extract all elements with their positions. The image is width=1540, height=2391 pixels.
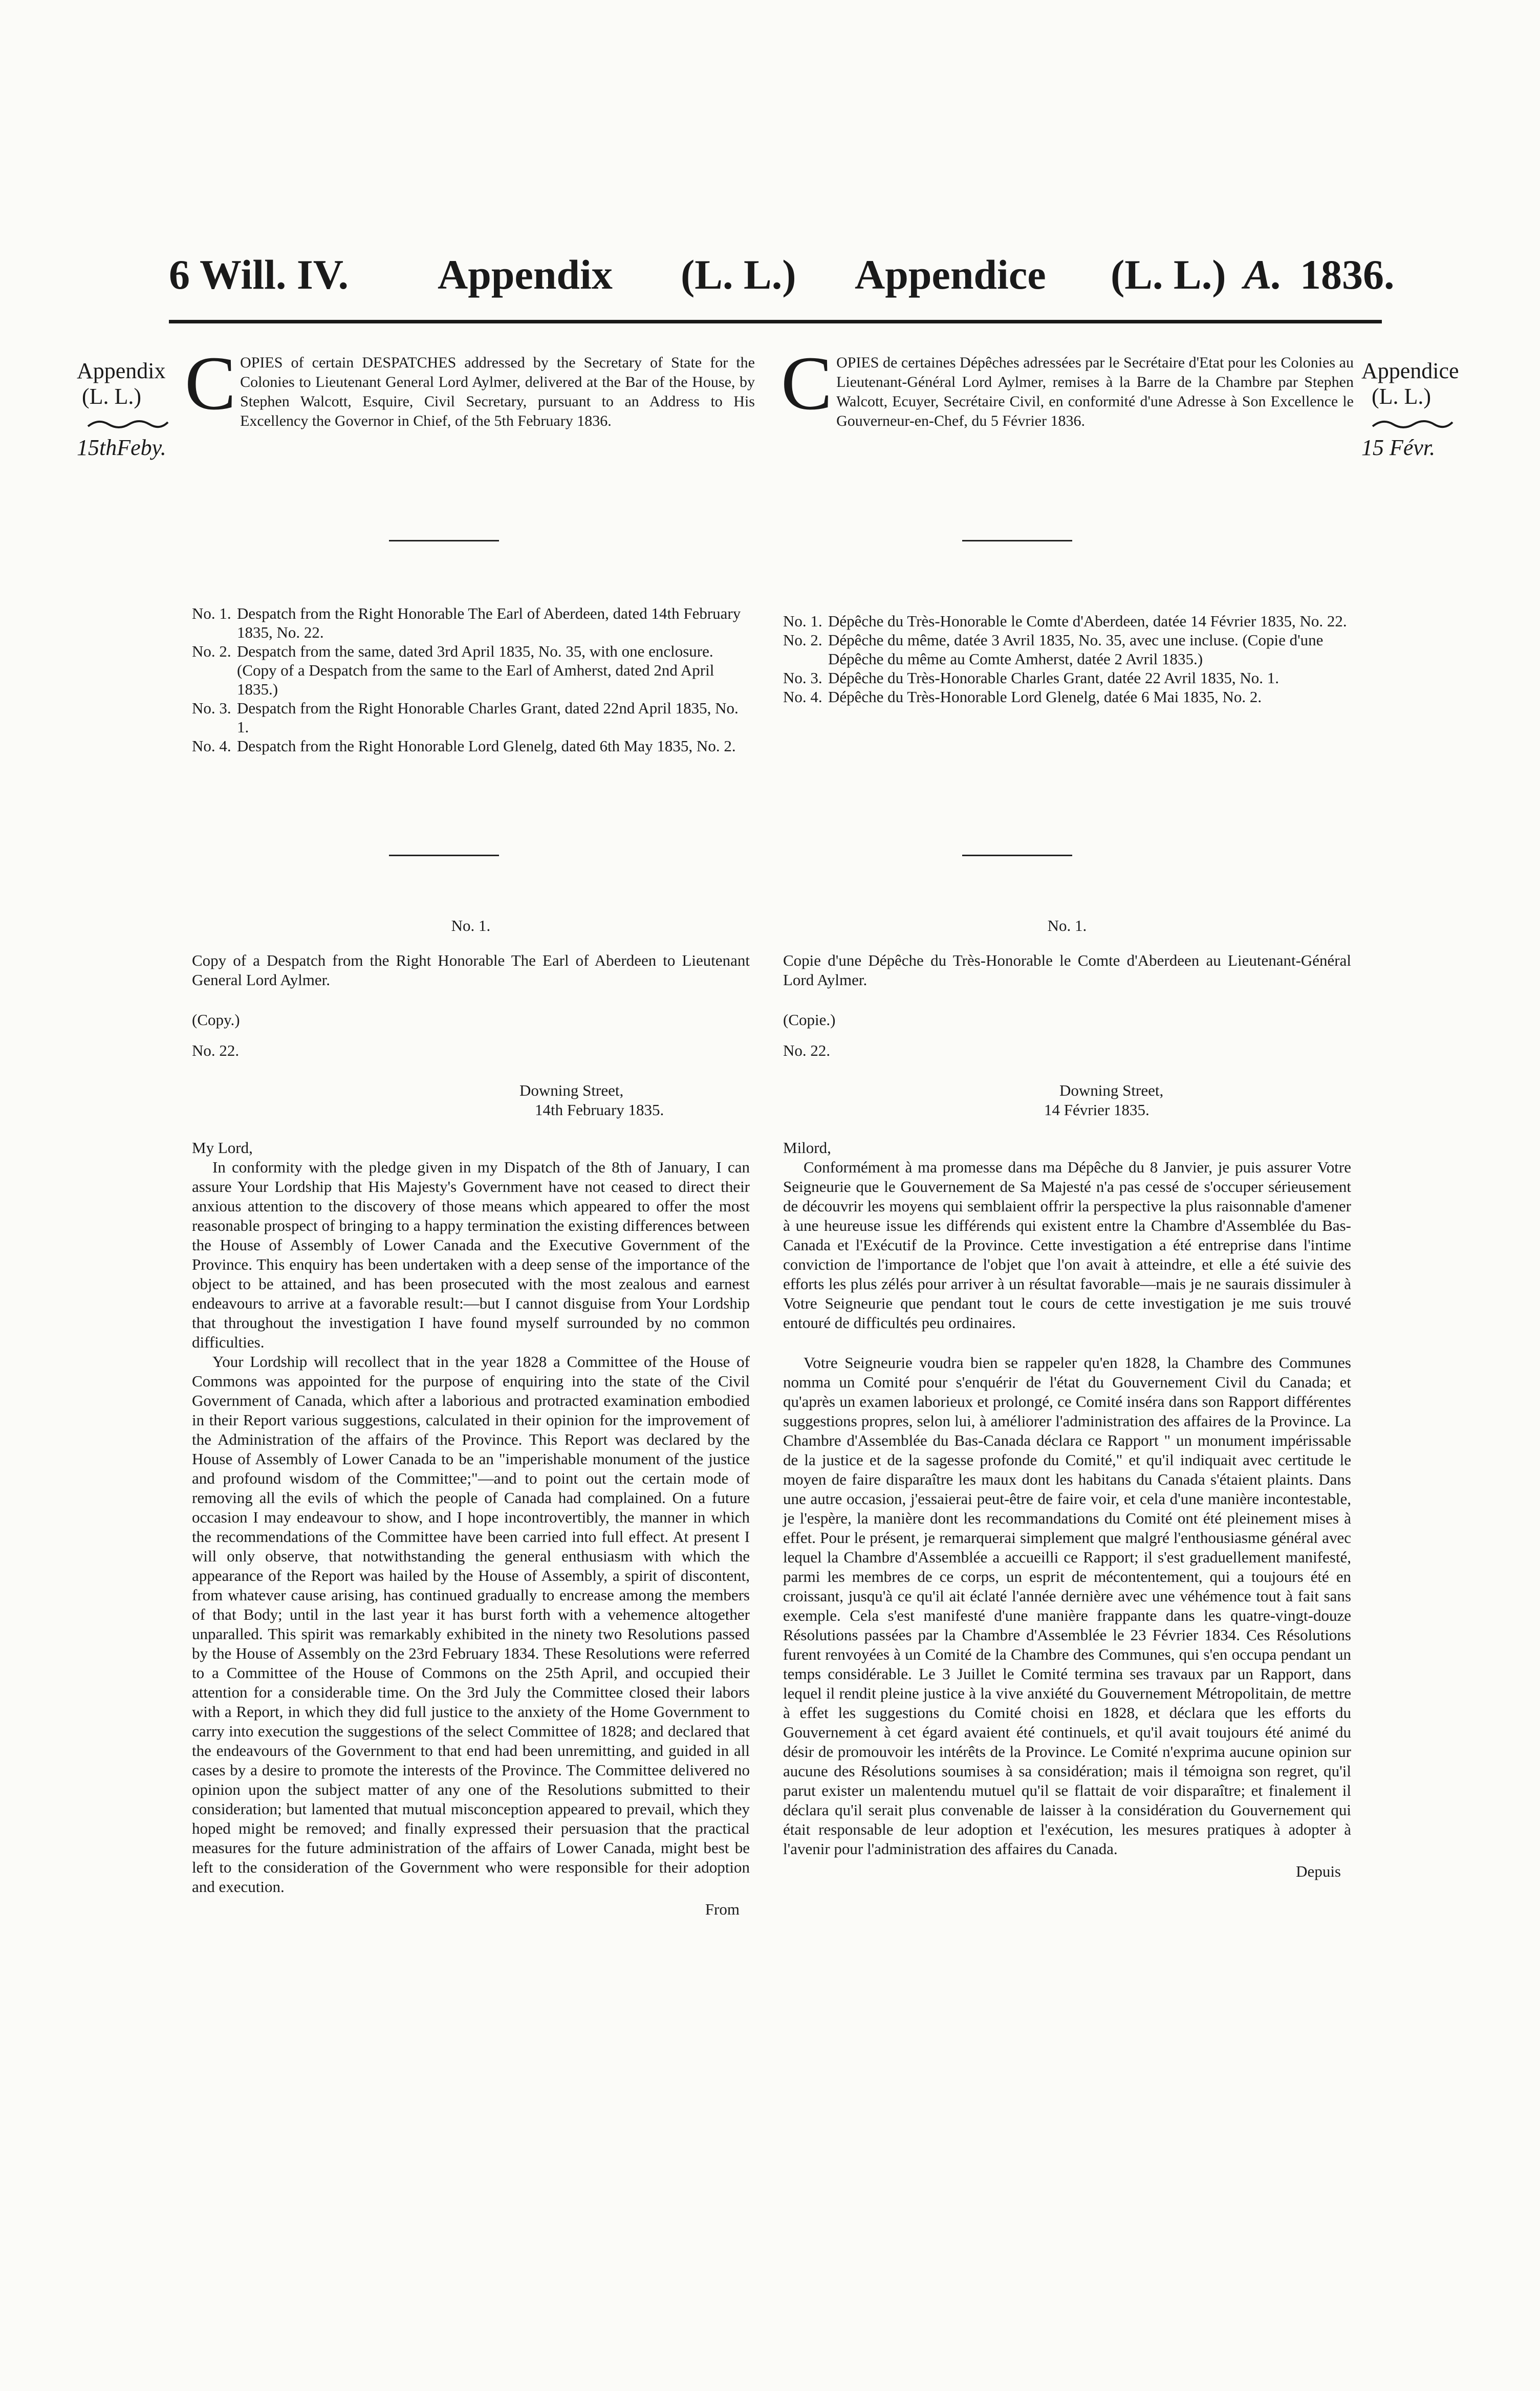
catchword: Depuis xyxy=(1296,1862,1341,1880)
list-item-text: Dépêche du Très-Honorable Lord Glenelg, datée 6 Mai 1835, No. 2. xyxy=(828,688,1262,706)
wavy-divider-icon xyxy=(87,418,169,429)
appendice-fr-label: Appendice xyxy=(855,251,1046,298)
despatch-date: 14 Février 1835. xyxy=(1044,1101,1149,1119)
margin-label: Appendice xyxy=(1361,358,1459,383)
body-paragraph: Your Lordship will recollect that in the year 1828 a Committee of the House of Commons was appointed for the purpose of enquiring into the state of the Civil Government of Canada, which after a laborious and protracted examination embodied in their Report various suggestions, calculated in their opinion for the improvement of the Administration of the affairs of the Province. This Report was declared by the House of Assembly of Lower Canada to be an "imperishable monument of the justice and profound wisdom of the Committee;"—and to point out the certain mode of removing all the evils of which the people of Canada had complained. On a future occasion I may endeavour to show, and I hope incontrovertibly, the manner in which the recommendations of the Committee have been carried into full effect. At present I will only observe, that notwithstanding the general enthusiasm with which the appearance of the Report was hailed by the House of Assembly, a spirit of discontent, from whatever cause arising, has continued gradually to encrease among the members of that Body; until in the last year it has burst forth with a vehemence altogether unparalled. This spirit was remarkably exhibited in the ninety two Resolutions passed by the House of Assembly on the 23rd February 1834. These Resolutions were referred to a Committee of the House of Commons on the 25th April, and occupied their attention for a considerable time. On the 3rd July the Committee closed their labors with a Report, in which they did full justice to the anxiety of the Home Government to carry into execution the suggestions of the select Committee of 1828; and declared that the endeavours of the Government to that end had been unremitting, and guided in all cases by a desire to promote the interests of the Province. The Committee delivered no opinion upon the subject matter of any one of the Resolutions submitted to their consideration; but lamented that mutual misconception appeared to prevail, which they hoped might be removed; and finally expressed their persuasion that the practical measures for the future administration of the affairs of Lower Canada, might best be left to the consideration of the Government who were responsible for their adoption and execution. xyxy=(192,1353,750,1896)
margin-code: (L. L.) xyxy=(82,384,142,409)
running-header xyxy=(169,251,1395,307)
list-item-number: No. 2. xyxy=(192,642,231,660)
list-item-text: Dépêche du Très-Honorable le Comte d'Aberdeen, datée 14 Février 1835, No. 22. xyxy=(828,612,1347,630)
list-item-text: Despatch from the Right Honorable The Earl of Aberdeen, dated 14th February 1835, No. 22. xyxy=(237,604,741,641)
list-item-text: Despatch from the Right Honorable Charles Grant, dated 22nd April 1835, No. 1. xyxy=(237,699,739,736)
copy-label: (Copie.) xyxy=(783,1011,836,1029)
drop-cap: C xyxy=(185,341,236,426)
despatch-title: Copy of a Despatch from the Right Honorable The Earl of Aberdeen to Lieutenant General Lord Aylmer. xyxy=(192,951,750,989)
appendix-en-label: Appendix xyxy=(438,251,613,298)
a-mark: A. xyxy=(1244,251,1283,298)
margin-code: (L. L.) xyxy=(1372,384,1431,409)
despatch-place: Downing Street, xyxy=(1059,1081,1164,1099)
appendice-fr-code: (L. L.) xyxy=(1111,251,1226,298)
list-item-number: No. 3. xyxy=(192,699,231,717)
list-item-text: Dépêche du Très-Honorable Charles Grant, datée 22 Avril 1835, No. 1. xyxy=(828,669,1279,687)
margin-note-right xyxy=(1361,358,1489,461)
salutation: Milord, xyxy=(783,1139,831,1157)
margin-date: 15thFeby. xyxy=(77,435,166,460)
list-item xyxy=(783,612,1351,631)
list-item xyxy=(783,631,1351,668)
despatch-date: 14th February 1835. xyxy=(535,1101,664,1119)
list-item-text: Despatch from the same, dated 3rd April 1835, No. 35, with one enclosure. (Copy of a Despatch from the same to the Earl of Amherst, dated 2nd April 1835.) xyxy=(237,642,714,698)
section-rule xyxy=(389,855,499,856)
drop-cap: C xyxy=(781,341,833,426)
list-item xyxy=(192,604,750,642)
despatch-number: No. 1. xyxy=(1047,917,1087,934)
section-rule xyxy=(389,540,499,541)
body-paragraph: Conformément à ma promesse dans ma Dépêche du 8 Janvier, je puis assurer Votre Seigneurie que le Gouvernement de Sa Majesté n'a pas cessé de s'occuper sérieusement de découvrir les moyens qui semblaient offrir la perspective la plus raisonnable d'amener à une heureuse issue les différends qui existent entre la Chambre d'Assemblée du Bas-Canada et l'Exécutif de la Province. Cette investigation a été entreprise dans l'intime conviction de l'importance de l'objet que l'on avait à atteindre, et elle a été suivie des efforts les plus zélés pour arriver à un résultat favorable—mais je ne saurais dissimuler à Votre Seigneurie que pendant tout le cours de cette investigation je me suis trouvé entouré de difficultés peu ordinaires. xyxy=(783,1158,1351,1332)
despatch-fr xyxy=(783,916,1351,1881)
list-item xyxy=(783,687,1351,706)
list-item-text: Dépêche du même, datée 3 Avril 1835, No. 35, avec une incluse. (Copie d'une Dépêche du même au Comte Amherst, datée 2 Avril 1835.) xyxy=(828,631,1324,668)
list-item xyxy=(192,736,750,755)
despatch-list-fr xyxy=(783,612,1351,706)
margin-label: Appendix xyxy=(77,358,166,383)
section-rule xyxy=(962,540,1072,541)
copy-label: (Copy.) xyxy=(192,1011,240,1029)
list-item xyxy=(192,642,750,699)
list-item-number: No. 1. xyxy=(192,604,231,622)
list-item xyxy=(783,668,1351,687)
body-paragraph: Votre Seigneurie voudra bien se rappeler qu'en 1828, la Chambre des Communes nomma un Comité pour s'enquérir de l'état du Gouvernement Civil du Canada; et qu'après un examen laborieux et prolongé, ce Comité inséra dans son Rapport différentes suggestions propres, selon lui, à améliorer l'administration des affaires de la Province. La Chambre d'Assemblée du Bas-Canada déclara ce Rapport " un monument impérissable de la justice et de la sagesse profonde du Comité," et qu'il indiquait avec certitude le moyen de faire disparaître les maux dont les habitans du Canada s'étaient plaints. Dans une autre occasion, j'essaierai peut-être de faire voir, et cela d'une manière incontestable, je l'espère, la manière dont les recommandations du Comité ont été pleinement mises à effet. Pour le présent, je remarquerai simplement que malgré l'enthousiasme général avec lequel la Chambre d'Assemblée a accueilli ce Rapport; il s'est graduellement manifesté, parmi les membres de ce corps, un esprit de mécontentement, qui a toujours été en croissant, jusqu'à ce qu'il ait éclaté l'année dernière avec une véhémence tout à fait sans exemple. Cela s'est manifesté d'une manière frappante dans les quatre-vingt-douze Résolutions passées par la Chambre d'Assemblée le 23 Février 1834. Ces Résolutions furent renvoyées à un Comité de la Chambre des Communes, qui s'en occupa pendant un temps considérable. Le 3 Juillet le Comité termina ses travaux par un Rapport, dans lequel il rendit pleine justice à la vive anxiété du Gouvernement Métropolitain, de mettre à effet les suggestions du Comité choisi en 1828, et déclara que les efforts du Gouvernement à cet égard avaient été continuels, et qu'il avait toujours été animé du désir de promouvoir les intérêts de la Province. Le Comité n'exprima aucune opinion sur aucune des Résolutions soumises à sa considération; mais il témoigna son regret, qu'il parut exister un malentendu mutuel qu'il se flattait de voir disparaître; et finalement il déclara qu'il serait plus convenable de laisser à la considération du Gouvernement qui était responsable de leur adoption et l'exécution, les mesures pratiques à adopter à l'avenir pour l'administration des affaires du Canada. xyxy=(783,1354,1351,1858)
section-rule xyxy=(962,855,1072,856)
list-item-number: No. 1. xyxy=(783,612,822,630)
wavy-divider-icon xyxy=(1372,418,1454,429)
list-item-number: No. 3. xyxy=(783,669,822,687)
list-item-text: Despatch from the Right Honorable Lord Glenelg, dated 6th May 1835, No. 2. xyxy=(237,737,736,755)
intro-fr-text: OPIES de certaines Dépêches adressées par le Secrétaire d'Etat pour les Colonies au Lieutenant-Général Lord Aylmer, remises à la Barre de la Chambre par Stephen Walcott, Ecuyer, Secrétaire Civil, en conformité d'une Adresse à Son Excellence le Gouverneur-en-Chef, du 5 Février 1836. xyxy=(836,354,1354,429)
despatch-place: Downing Street, xyxy=(519,1081,624,1099)
despatch-list-en xyxy=(192,604,750,755)
list-item xyxy=(192,699,750,736)
despatch-title: Copie d'une Dépêche du Très-Honorable le Comte d'Aberdeen au Lieutenant-Général Lord Aylmer. xyxy=(783,951,1351,989)
intro-fr xyxy=(781,341,1354,431)
header-year: 1836. xyxy=(1300,251,1395,298)
body-paragraph: In conformity with the pledge given in my Dispatch of the 8th of January, I can assure Your Lordship that His Majesty's Government have not ceased to direct their anxious attention to the discovery of those means which appeared to offer the most reasonable prospect of bringing to a happy termination the existing differences between the House of Assembly of Lower Canada and the Executive Government of the Province. This enquiry has been undertaken with a deep sense of the importance of the object to be attained, and has been prosecuted with the most zealous and earnest endeavours to arrive at a favorable result:—but I cannot disguise from Your Lordship that throughout the investigation I have found myself surrounded by no common difficulties. xyxy=(192,1158,750,1351)
list-item-number: No. 2. xyxy=(783,631,822,649)
salutation: My Lord, xyxy=(192,1139,253,1157)
margin-note-left xyxy=(77,358,194,461)
regnal-year: 6 Will. IV. xyxy=(169,251,349,298)
margin-date: 15 Févr. xyxy=(1361,435,1436,460)
header-rule xyxy=(169,320,1382,323)
intro-en-text: OPIES of certain DESPATCHES addressed by the Secretary of State for the Colonies to Lieutenant General Lord Aylmer, delivered at the Bar of the House, by Stephen Walcott, Esquire, Civil Secretary, pursuant to an Address to His Excellency the Governor in Chief, of the 5th February 1836. xyxy=(240,354,755,429)
intro-en xyxy=(185,341,755,431)
despatch-serial: No. 22. xyxy=(192,1041,240,1059)
despatch-number: No. 1. xyxy=(451,917,491,934)
despatch-en xyxy=(192,916,750,1919)
list-item-number: No. 4. xyxy=(783,688,822,706)
catchword: From xyxy=(705,1900,740,1918)
list-item-number: No. 4. xyxy=(192,737,231,755)
despatch-serial: No. 22. xyxy=(783,1041,831,1059)
appendix-en-code: (L. L.) xyxy=(681,251,796,298)
